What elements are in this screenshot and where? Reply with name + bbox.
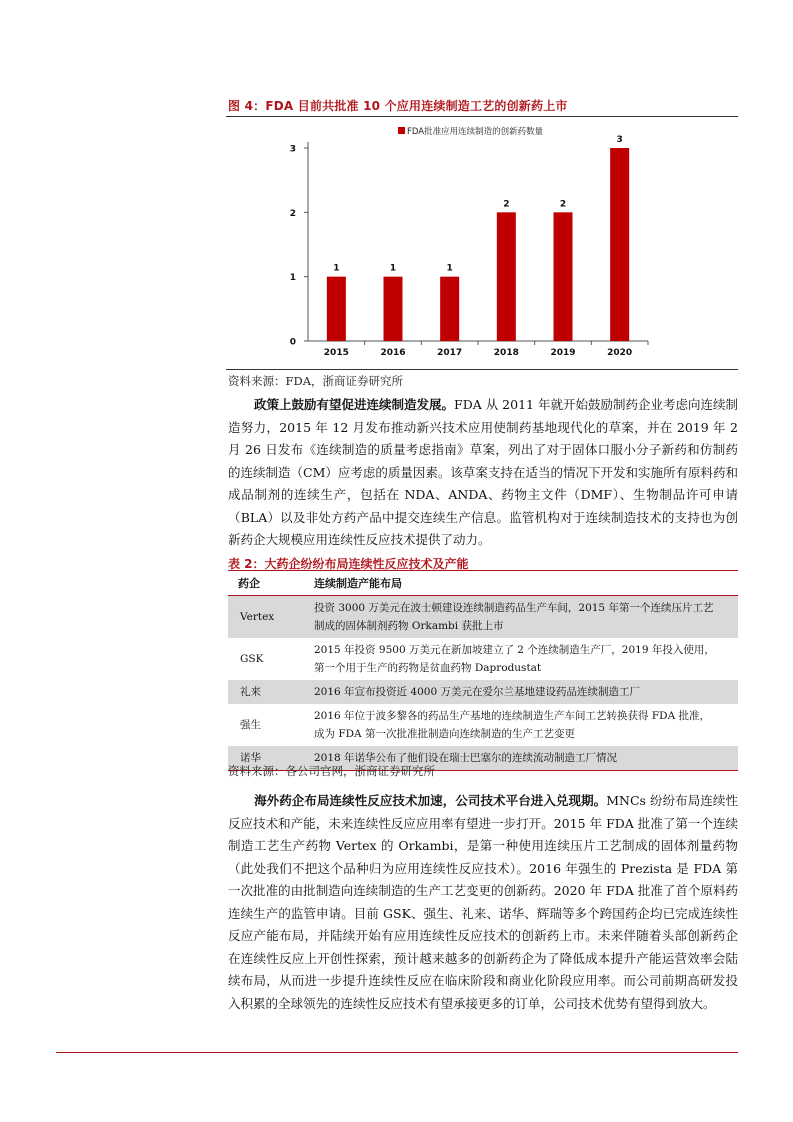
header-company: 药企 <box>228 571 304 596</box>
y-tick-label: 1 <box>289 273 296 284</box>
data-label-2017: 1 <box>446 263 453 274</box>
bar-chart <box>226 118 738 368</box>
table-title: 表 2：大药企纷纷布局连续性反应技术及产能 <box>228 557 469 571</box>
data-label-2016: 1 <box>389 263 397 274</box>
company-desc: 2015 年投资 9500 万美元在新加坡建立了 2 个连续制造生产厂，2019 年投入使用，第一个用于生产的药物是贫血药物 Daprodustat <box>314 644 715 674</box>
data-label-2020: 3 <box>616 135 623 145</box>
x-tick-label: 2016 <box>380 348 406 358</box>
company-name: 礼来 <box>228 680 304 704</box>
bar-2015 <box>327 277 346 341</box>
company-desc: 投资 3000 万美元在波士顿建设连续制造药品生产车间，2015 年第一个连续压片工艺制成的固体制剂药物 Orkambi 获批上市 <box>304 596 738 639</box>
company-name: Vertex <box>228 596 304 639</box>
data-label-2018: 2 <box>503 199 510 210</box>
table-row <box>228 638 738 680</box>
company-name: 诺华 <box>228 746 304 771</box>
company-table <box>228 570 738 771</box>
bar-2017 <box>440 277 459 341</box>
data-label-2015: 1 <box>333 263 340 274</box>
figure-top-rule <box>226 116 738 117</box>
figure-source: 资料来源：FDA，浙商证券研究所 <box>228 374 404 388</box>
x-tick-label: 2017 <box>437 348 463 358</box>
table-row <box>228 680 738 704</box>
company-desc: 2016 年位于波多黎各的药品生产基地的连续制造生产车间工艺转换获得 FDA 批准，成为 FDA 第一次批准批制造向连续制造的生产工艺变更 <box>314 710 711 740</box>
x-tick-label: 2019 <box>550 348 576 358</box>
table-row <box>228 704 738 746</box>
y-tick-label: 3 <box>289 144 296 155</box>
table-row <box>228 596 738 639</box>
legend-swatch <box>398 127 405 134</box>
paragraph-policy-lead: 政策上鼓励有望促进连续制造发展。 <box>254 397 455 412</box>
company-name: GSK <box>240 653 264 665</box>
table-source: 资料来源：各公司官网，浙商证券研究所 <box>228 764 435 778</box>
figure-title: 图 4：FDA 目前共批准 10 个应用连续制造工艺的创新药上市 <box>228 99 568 113</box>
company-name: 强生 <box>240 719 261 731</box>
x-tick-label: 2018 <box>493 348 519 358</box>
legend-label: FDA批准应用连续制造的创新药数量 <box>407 127 544 137</box>
bar-2019 <box>554 212 573 341</box>
bar-2018 <box>497 212 516 341</box>
header-layout: 连续制造产能布局 <box>304 571 738 596</box>
company-desc: 2016 年宣布投资近 4000 万美元在爱尔兰基地建设药品连续制造工厂 <box>304 680 738 704</box>
footer-rule <box>56 1052 738 1053</box>
paragraph-overseas <box>228 790 738 1015</box>
y-tick-label: 2 <box>289 208 296 219</box>
figure-bottom-rule <box>226 369 738 370</box>
paragraph-overseas-text: MNCs 纷纷布局连续性反应技术和产能，未来连续性反应应用率有望进一步打开。2015 年 FDA 批准了第一个连续制造工艺生产药物 Vertex 的 Orkambi，是第一种使用连续压片工艺制成的固体剂量药物（此处我们不把这个品种归为应用连续性反应技术）。2016 年强生的 Prezista 是 FDA 第一次批准的由批制造向连续制造的生产工艺变更的创新药。2020 年 FDA 批准了首个原料药连续生产的监管申请。目前 GSK、强生、礼来、诺华、辉瑞等多个跨国药企均已完成连续性反应产能布局，并陆续开始有应用连续性反应技术的创新药上市。未来伴随着头部创新药企在连续性反应上开创性探索，预计越来越多的创新药企为了降低成本提升产能运营效率会陆续布局，从而进一步提升连续性反应在临床阶段和商业化阶段应用率。而公司前期高研发投入积累的全球领先的连续性反应技术有望承接更多的订单，公司技术优势有望得到放大。 <box>228 793 738 1011</box>
paragraph-policy <box>228 394 738 552</box>
x-tick-label: 2020 <box>607 348 633 358</box>
company-desc: 2018 年诺华公布了他们设在瑞士巴塞尔的连续流动制造工厂情况 <box>304 746 738 771</box>
bar-2016 <box>384 277 403 341</box>
x-tick-label: 2015 <box>323 348 349 358</box>
y-tick-label: 0 <box>289 337 296 348</box>
paragraph-policy-text: FDA 从 2011 年就开始鼓励制药企业考虑向连续制造努力，2015 年 12 月发布推动新兴技术应用使制药基地现代化的草案，并在 2019 年 2 月 26 日发布《连续制造的质量考虑指南》草案，列出了对于固体口服小分子新药和仿制药的连续制造（CM）应考虑的质量因素。该草案支持在适当的情况下开发和实施所有原料药和成品制剂的连续生产，包括在 NDA、ANDA、药物主文件（DMF）、生物制品许可申请（BLA）以及非处方药产品中提交连续生产信息。监管机构对于连续制造技术的支持也为创新药企大规模应用连续性反应技术提供了动力。 <box>228 397 738 547</box>
data-label-2019: 2 <box>559 199 567 210</box>
bar-2020 <box>610 148 629 341</box>
paragraph-overseas-lead: 海外药企布局连续性反应技术加速，公司技术平台进入兑现期。 <box>254 793 607 808</box>
